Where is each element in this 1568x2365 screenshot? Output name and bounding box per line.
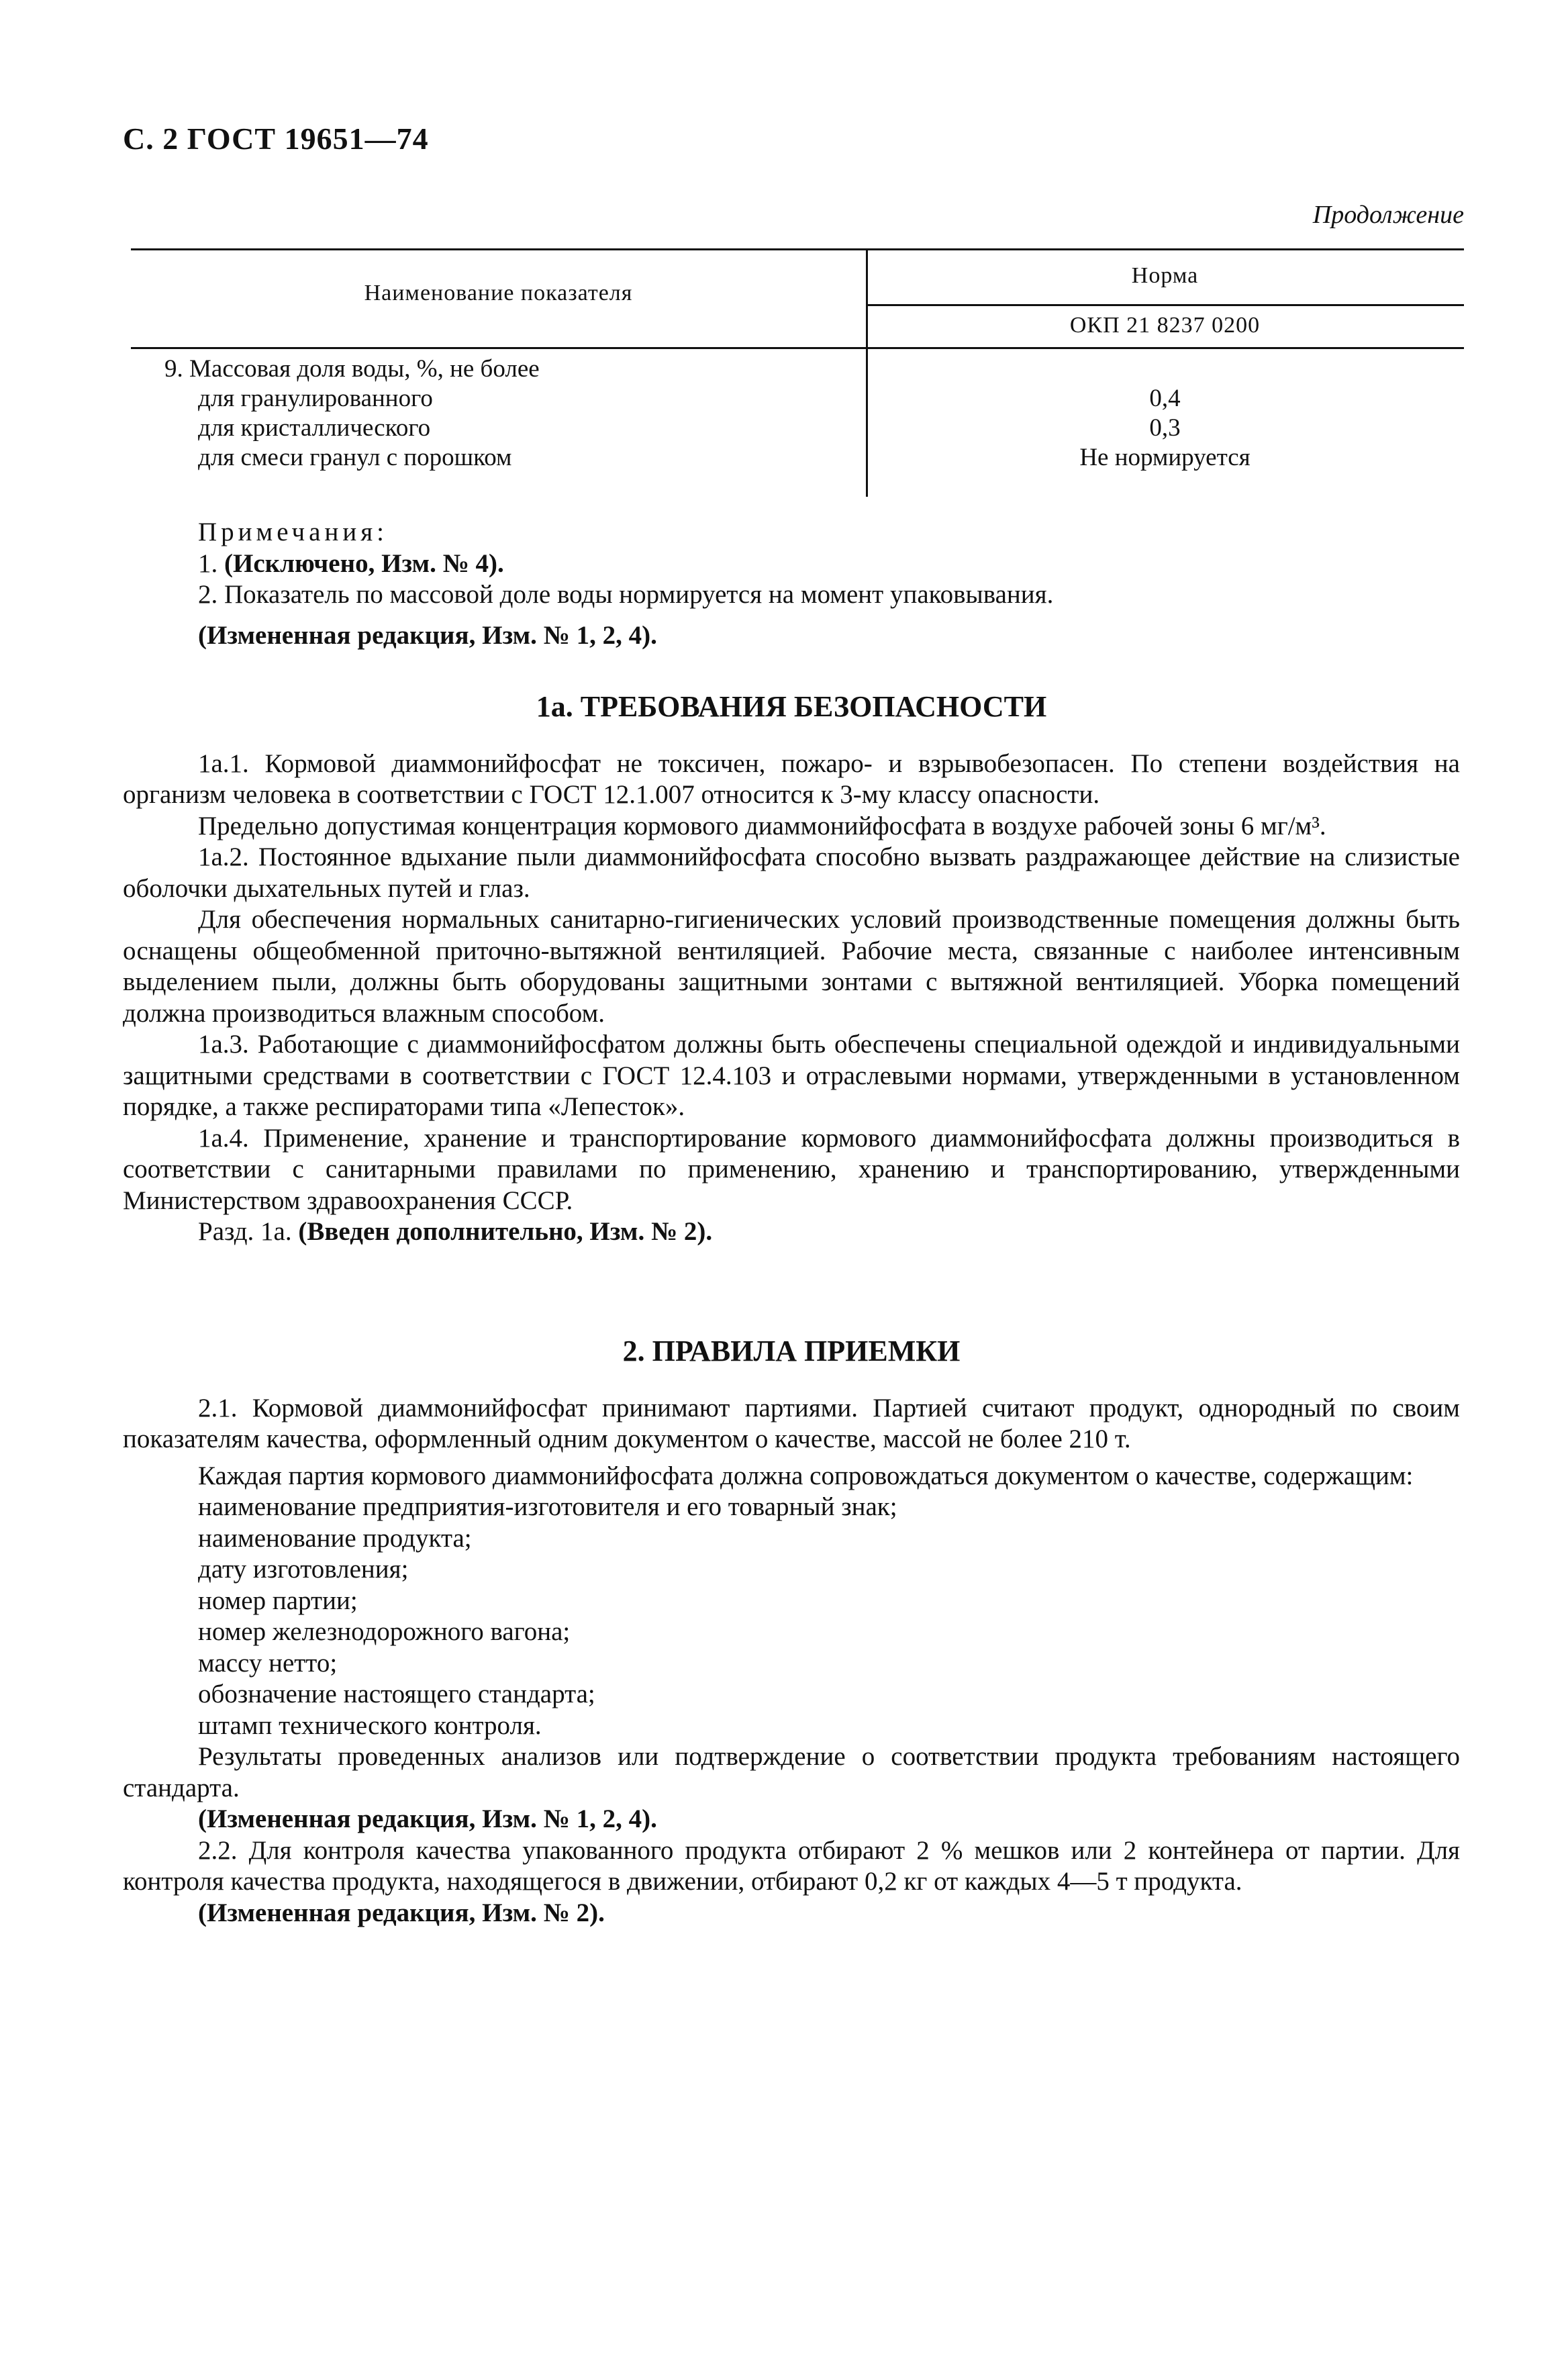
edition-note: (Измененная редакция, Изм. № 1, 2, 4). <box>198 1804 657 1833</box>
list-item: дату изготовления; <box>198 1555 409 1584</box>
table-value: Не нормируется <box>1079 444 1251 471</box>
table-row-label: для смеси гранул с порошком <box>198 444 512 471</box>
paragraph: Результаты проведенных анализов или подтверждение о соответствии продукта требованиям настоящего стандарта. <box>123 1742 1460 1802</box>
notes-edition: (Измененная редакция, Изм. № 1, 2, 4). <box>198 620 657 650</box>
section-1a-title: 1а. ТРЕБОВАНИЯ БЕЗОПАСНОСТИ <box>536 690 1047 723</box>
page-header: С. 2 ГОСТ 19651—74 <box>123 122 429 156</box>
list-item: номер партии; <box>198 1586 358 1615</box>
table-top-rule <box>131 248 1464 250</box>
paragraph: 1а.2. Постоянное вдыхание пыли диаммонийфосфата способно вызвать раздражающее действие на слизистые оболочки дыхательных путей и глаз. <box>123 842 1460 903</box>
notes-title: Примечания: <box>198 518 388 546</box>
table-header-rule <box>131 347 1464 349</box>
edition-note: (Измененная редакция, Изм. № 2). <box>198 1898 605 1927</box>
section-1a <box>123 691 1460 1248</box>
table-row-label: 9. Массовая доля воды, %, не более <box>164 355 540 383</box>
table-value: 0,3 <box>1149 414 1181 442</box>
notes-block <box>123 517 1460 651</box>
list-item: наименование продукта; <box>198 1523 472 1553</box>
continuation-label: Продолжение <box>1312 201 1464 229</box>
table-subheader-okp: ОКП 21 8237 0200 <box>1069 313 1261 338</box>
list-item: массу нетто; <box>198 1648 338 1678</box>
note-1 <box>123 548 1460 580</box>
table-header-norm: Норма <box>1131 263 1199 288</box>
table-subheader-rule <box>866 304 1464 306</box>
list-item: обозначение настоящего стандарта; <box>198 1680 595 1708</box>
list-item: номер железнодорожного вагона; <box>198 1617 571 1646</box>
section-2-title: 2. ПРАВИЛА ПРИЕМКИ <box>622 1335 961 1367</box>
paragraph: 2.1. Кормовой диаммонийфосфат принимают партиями. Партией считают продукт, однородный по своим показателям качества, оформленный одним документом о качестве, массой не более 210 т. <box>123 1393 1460 1453</box>
paragraph: 1а.1. Кормовой диаммонийфосфат не токсичен, пожаро- и взрывобезопасен. По степени воздействия на организм человека в соответствии с ГОСТ 12.1.007 относится к 3-му классу опасности. <box>123 749 1460 809</box>
table-value: 0,4 <box>1149 385 1181 412</box>
table-row-label: для кристаллического <box>198 414 431 442</box>
table-row-labels <box>164 354 540 473</box>
section-2 <box>123 1336 1460 1929</box>
table-header-indicator: Наименование показателя <box>364 281 633 305</box>
indicator-table <box>131 248 1464 497</box>
list-item: наименование предприятия-изготовителя и его товарный знак; <box>198 1492 897 1521</box>
table-row-label: для гранулированного <box>198 385 433 412</box>
document-contents-list <box>123 1492 1460 1741</box>
paragraph: 1а.3. Работающие с диаммонийфосфатом должны быть обеспечены специальной одеждой и индивидуальными защитными средствами в соответствии с ГОСТ 12.4.103 и отраслевыми нормами, утвержденными в установленном порядке, а также респираторами типа «Лепесток». <box>123 1030 1460 1121</box>
note-2: 2. Показатель по массовой доле воды нормируется на момент упаковывания. <box>198 580 1054 609</box>
table-row-values <box>866 384 1464 473</box>
paragraph: 1а.4. Применение, хранение и транспортирование кормового диаммонийфосфата должны производиться в соответствии с санитарными правилами по применению, хранению и транспортированию, утвержденными Министерством здравоохранения СССР. <box>123 1123 1460 1215</box>
paragraph: Предельно допустимая концентрация кормового диаммонийфосфата в воздухе рабочей зоны 6 мг/м³. <box>198 811 1326 840</box>
paragraph: Каждая партия кормового диаммонийфосфата должна сопровождаться документом о качестве, содержащим: <box>198 1461 1414 1490</box>
list-item: штамп технического контроля. <box>198 1710 542 1740</box>
amendment-prefix: Разд. 1а. <box>198 1217 299 1246</box>
amendment-bold: (Введен дополнительно, Изм. № 2). <box>298 1217 713 1246</box>
note-1-bold: (Исключено, Изм. № 4). <box>224 548 504 578</box>
paragraph: Для обеспечения нормальных санитарно-гигиенических условий производственные помещения должны быть оснащены общеобменной приточно-вытяжной вентиляцией. Рабочие места, связанные с наиболее интенсивным выделением пыли, должны быть оборудованы защитными зонтами с вытяжной вентиляцией. Уборка помещений должна производиться влажным способом. <box>123 905 1460 1028</box>
note-1-prefix: 1. <box>198 548 224 578</box>
paragraph-amendment <box>123 1216 1460 1248</box>
paragraph: 2.2. Для контроля качества упакованного продукта отбирают 2 % мешков или 2 контейнера от партии. Для контроля качества продукта, находящегося в движении, отбирают 0,2 кг от каждых 4—5 т продукта. <box>123 1835 1460 1896</box>
